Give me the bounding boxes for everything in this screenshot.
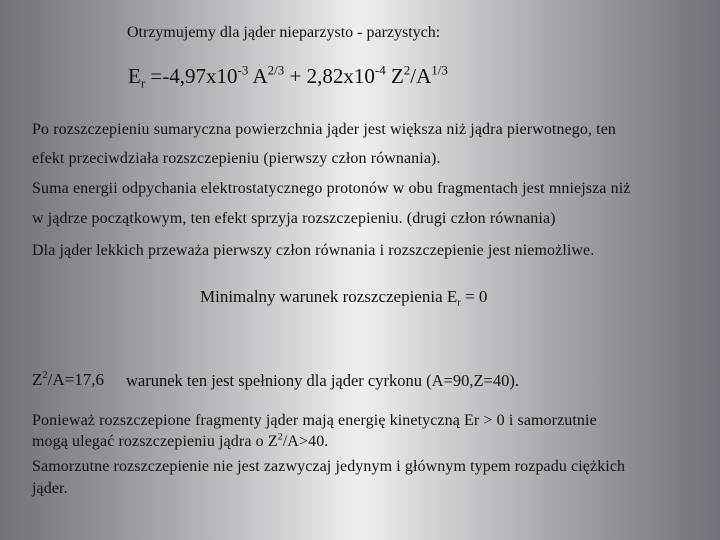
bottom-line2-prefix: mogą ulegać rozszczepieniu jądra o Z [32,433,278,450]
condition-tail: = 0 [460,287,488,306]
condition-text: Minimalny warunek rozszczepienia E [200,287,458,306]
formula-term1-exp: -3 [237,62,249,78]
formula-term1-var: A [248,64,268,88]
z2a-note: warunek ten jest spełniony dla jąder cyrkonu (A=90,Z=40). [126,371,519,390]
formula-e-sub: r [140,75,146,91]
heading: Otrzymujemy dla jąder nieparzysto - parzystych: [127,24,441,41]
formula-term1: =-4,97x10 [145,64,238,88]
bottom-line: jąder. [32,480,68,497]
bottom-line: Ponieważ rozszczepione fragmenty jąder mają energię kinetyczną Er > 0 i samorzutnie [32,412,597,429]
formula-term2-tail: /A [410,64,432,88]
formula-term2-tail-exp: 1/3 [431,62,448,78]
bottom-line2-tail: /A>40. [282,433,329,450]
paragraph-line: w jądrze początkowym, ten efekt sprzyja rozszczepieniu. (drugi człon równania) [32,210,556,227]
paragraph-line: Po rozszczepieniu sumaryczna powierzchnia jąder jest większa niż jądra pierwotnego, ten [32,121,617,138]
z2a-tail: /A=17,6 [47,370,104,389]
paragraph-line: Suma energii odpychania elektrostatycznego protonów w obu fragmentach jest mniejsza niż [32,180,631,197]
formula-term2-var: Z [385,64,404,88]
formula-term2: + 2,82x10 [284,64,375,88]
paragraph-line: efekt przeciwdziała rozszczepieniu (pierwszy człon równania). [32,150,441,167]
bottom-line: Samorzutne rozszczepienie nie jest zazwyczaj jedynym i głównym typem rozpadu ciężkich [32,458,626,475]
minimal-condition [200,287,487,307]
bottom-line2-exp: 2 [277,431,283,443]
condition-sub: r [457,297,461,309]
z2a-z: Z [32,370,43,389]
z2a-exp: 2 [42,370,48,382]
paragraph-line: Dla jąder lekkich przeważa pierwszy człon równania i rozszczepienie jest niemożliwe. [32,242,595,259]
formula-term2-exp: -4 [374,62,386,78]
formula-e: E [128,64,141,88]
z2a-value [32,370,104,390]
bottom-line [32,433,328,451]
formula-term1-var-exp: 2/3 [267,62,285,78]
formula-term2-var-exp: 2 [403,62,411,78]
energy-formula [128,64,448,89]
